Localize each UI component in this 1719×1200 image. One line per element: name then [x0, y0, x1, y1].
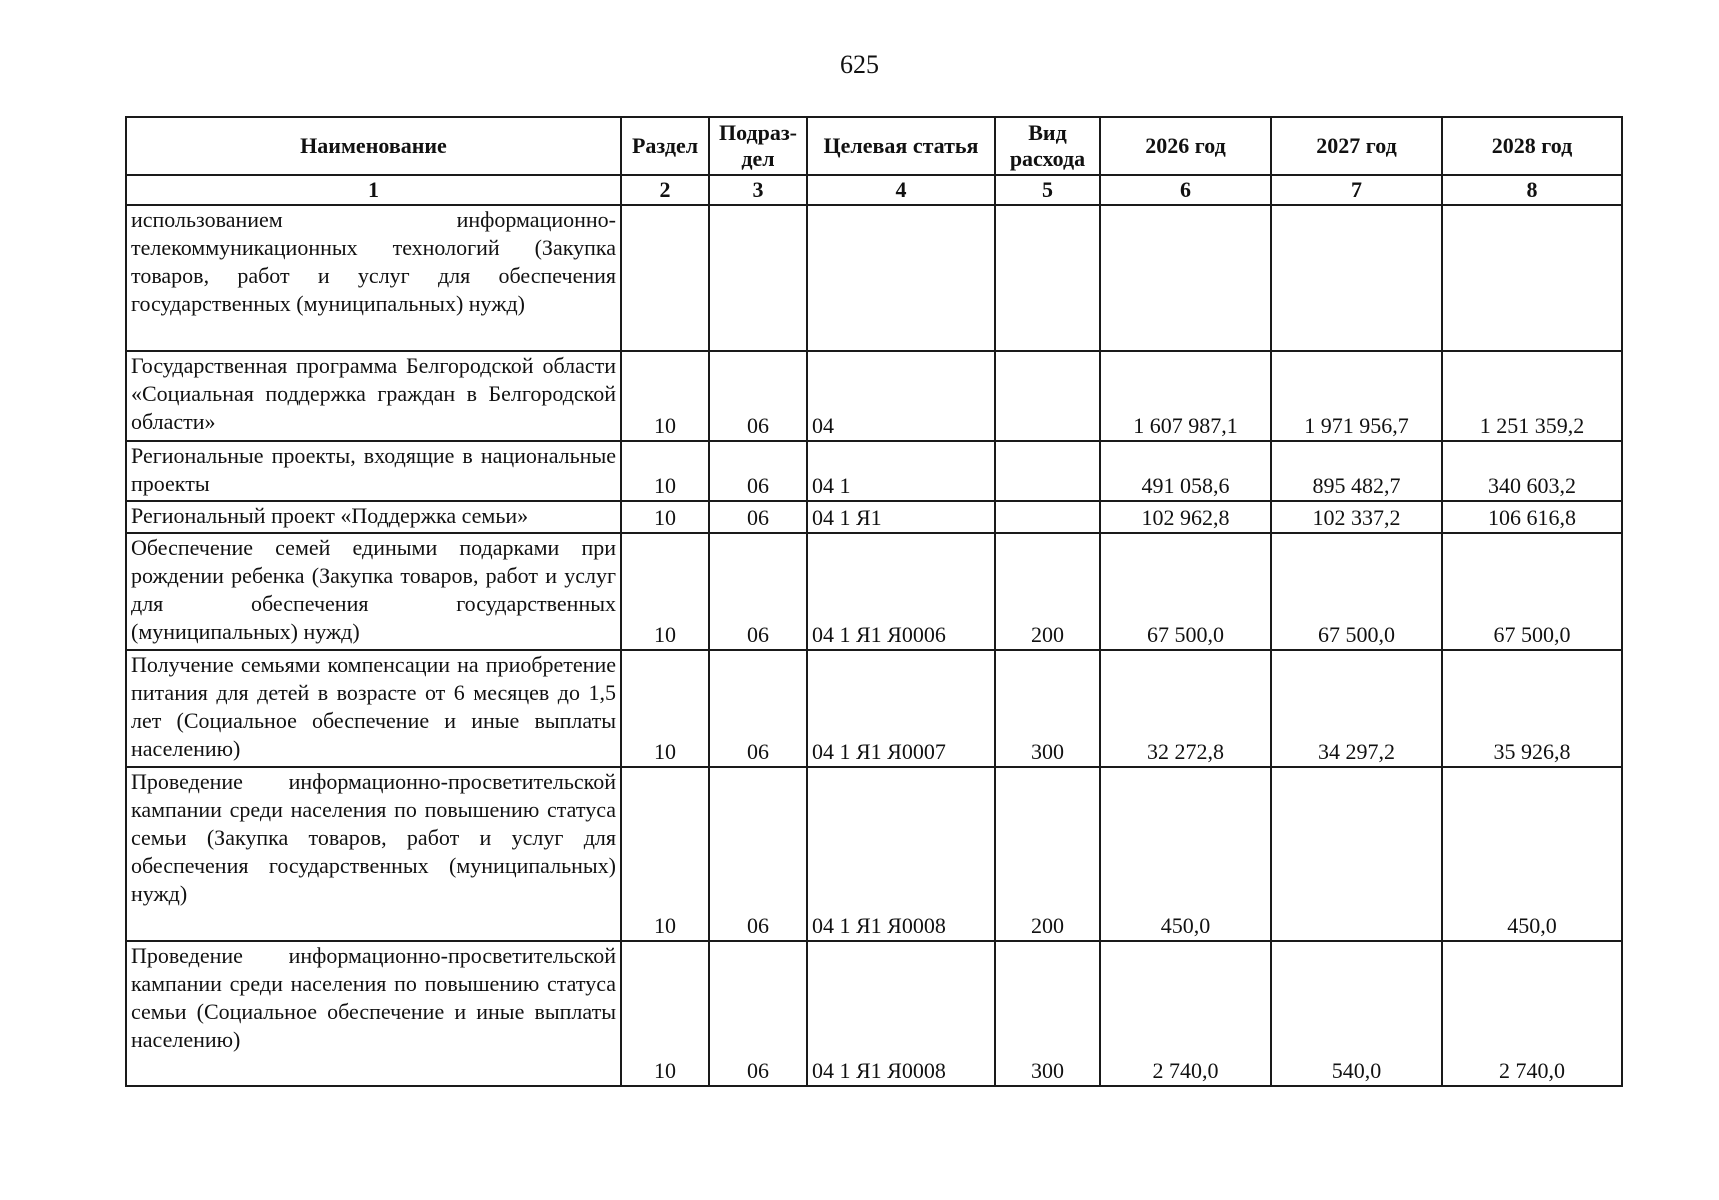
target-article-cell: 04 1 Я1 Я0007 — [807, 650, 995, 767]
amount-2026-cell — [1100, 205, 1271, 351]
column-header: Наименование — [126, 117, 621, 175]
razdel-cell: 10 — [621, 441, 709, 501]
amount-2026-cell: 2 740,0 — [1100, 941, 1271, 1086]
razdel-cell: 10 — [621, 351, 709, 441]
amount-2026-cell: 32 272,8 — [1100, 650, 1271, 767]
column-number: 2 — [621, 175, 709, 205]
podrazdel-cell: 06 — [709, 501, 807, 533]
amount-2026-cell: 1 607 987,1 — [1100, 351, 1271, 441]
expense-type-cell — [995, 441, 1100, 501]
podrazdel-cell: 06 — [709, 941, 807, 1086]
expense-type-cell: 300 — [995, 941, 1100, 1086]
razdel-cell: 10 — [621, 533, 709, 650]
amount-2027-cell: 540,0 — [1271, 941, 1442, 1086]
target-article-cell: 04 1 Я1 Я0006 — [807, 533, 995, 650]
column-number: 4 — [807, 175, 995, 205]
column-number: 3 — [709, 175, 807, 205]
amount-2028-cell: 1 251 359,2 — [1442, 351, 1622, 441]
table-row — [126, 767, 1622, 941]
amount-2028-cell — [1442, 205, 1622, 351]
amount-2027-cell — [1271, 767, 1442, 941]
table-header-row — [126, 117, 1622, 175]
table-row — [126, 441, 1622, 501]
column-number: 5 — [995, 175, 1100, 205]
podrazdel-cell — [709, 205, 807, 351]
column-number: 8 — [1442, 175, 1622, 205]
table-row — [126, 205, 1622, 351]
row-name: Проведение информационно-просветительской кампании среди населения по повышению статуса семьи (Социальное обеспечение и иные выплаты населению) — [126, 941, 621, 1086]
amount-2027-cell: 1 971 956,7 — [1271, 351, 1442, 441]
column-number-row — [126, 175, 1622, 205]
table-row — [126, 650, 1622, 767]
row-name: Получение семьями компенсации на приобретение питания для детей в возрасте от 6 месяцев до 1,5 лет (Социальное обеспечение и иные выплаты населению) — [126, 650, 621, 767]
razdel-cell: 10 — [621, 650, 709, 767]
row-name: Региональный проект «Поддержка семьи» — [126, 501, 621, 533]
amount-2028-cell: 2 740,0 — [1442, 941, 1622, 1086]
table-row — [126, 501, 1622, 533]
expense-type-cell — [995, 501, 1100, 533]
podrazdel-cell: 06 — [709, 441, 807, 501]
target-article-cell: 04 1 Я1 Я0008 — [807, 767, 995, 941]
column-header: Раздел — [621, 117, 709, 175]
razdel-cell: 10 — [621, 767, 709, 941]
amount-2026-cell: 450,0 — [1100, 767, 1271, 941]
row-name: Проведение информационно-просветительской кампании среди населения по повышению статуса семьи (Закупка товаров, работ и услуг для обеспечения государственных (муниципальных) нужд) — [126, 767, 621, 941]
row-name: Государственная программа Белгородской области «Социальная поддержка граждан в Белгородской области» — [126, 351, 621, 441]
row-name: Региональные проекты, входящие в национальные проекты — [126, 441, 621, 501]
amount-2028-cell: 106 616,8 — [1442, 501, 1622, 533]
amount-2027-cell — [1271, 205, 1442, 351]
target-article-cell: 04 1 Я1 Я0008 — [807, 941, 995, 1086]
column-header: Вид расхода — [995, 117, 1100, 175]
column-header: Подраз-дел — [709, 117, 807, 175]
column-header: 2028 год — [1442, 117, 1622, 175]
budget-table — [125, 116, 1623, 1087]
column-number: 1 — [126, 175, 621, 205]
expense-type-cell: 300 — [995, 650, 1100, 767]
table-row — [126, 941, 1622, 1086]
column-number: 6 — [1100, 175, 1271, 205]
table-row — [126, 533, 1622, 650]
amount-2028-cell: 450,0 — [1442, 767, 1622, 941]
amount-2026-cell: 102 962,8 — [1100, 501, 1271, 533]
target-article-cell — [807, 205, 995, 351]
target-article-cell: 04 — [807, 351, 995, 441]
amount-2027-cell: 102 337,2 — [1271, 501, 1442, 533]
razdel-cell: 10 — [621, 941, 709, 1086]
row-name: Обеспечение семей едиными подарками при рождении ребенка (Закупка товаров, работ и услуг для обеспечения государственных (муниципальных) нужд) — [126, 533, 621, 650]
amount-2028-cell: 35 926,8 — [1442, 650, 1622, 767]
amount-2028-cell: 67 500,0 — [1442, 533, 1622, 650]
podrazdel-cell: 06 — [709, 650, 807, 767]
column-header: 2026 год — [1100, 117, 1271, 175]
table-row — [126, 351, 1622, 441]
column-header: 2027 год — [1271, 117, 1442, 175]
amount-2026-cell: 491 058,6 — [1100, 441, 1271, 501]
target-article-cell: 04 1 Я1 — [807, 501, 995, 533]
target-article-cell: 04 1 — [807, 441, 995, 501]
expense-type-cell — [995, 351, 1100, 441]
expense-type-cell: 200 — [995, 767, 1100, 941]
column-number: 7 — [1271, 175, 1442, 205]
column-header: Целевая статья — [807, 117, 995, 175]
razdel-cell — [621, 205, 709, 351]
amount-2027-cell: 34 297,2 — [1271, 650, 1442, 767]
podrazdel-cell: 06 — [709, 767, 807, 941]
podrazdel-cell: 06 — [709, 533, 807, 650]
podrazdel-cell: 06 — [709, 351, 807, 441]
page-number: 625 — [840, 50, 879, 79]
amount-2027-cell: 67 500,0 — [1271, 533, 1442, 650]
expense-type-cell — [995, 205, 1100, 351]
amount-2027-cell: 895 482,7 — [1271, 441, 1442, 501]
razdel-cell: 10 — [621, 501, 709, 533]
expense-type-cell: 200 — [995, 533, 1100, 650]
amount-2026-cell: 67 500,0 — [1100, 533, 1271, 650]
row-name: использованием информационно-телекоммуникационных технологий (Закупка товаров, работ и услуг для обеспечения государственных (муниципальных) нужд) — [126, 205, 621, 351]
amount-2028-cell: 340 603,2 — [1442, 441, 1622, 501]
